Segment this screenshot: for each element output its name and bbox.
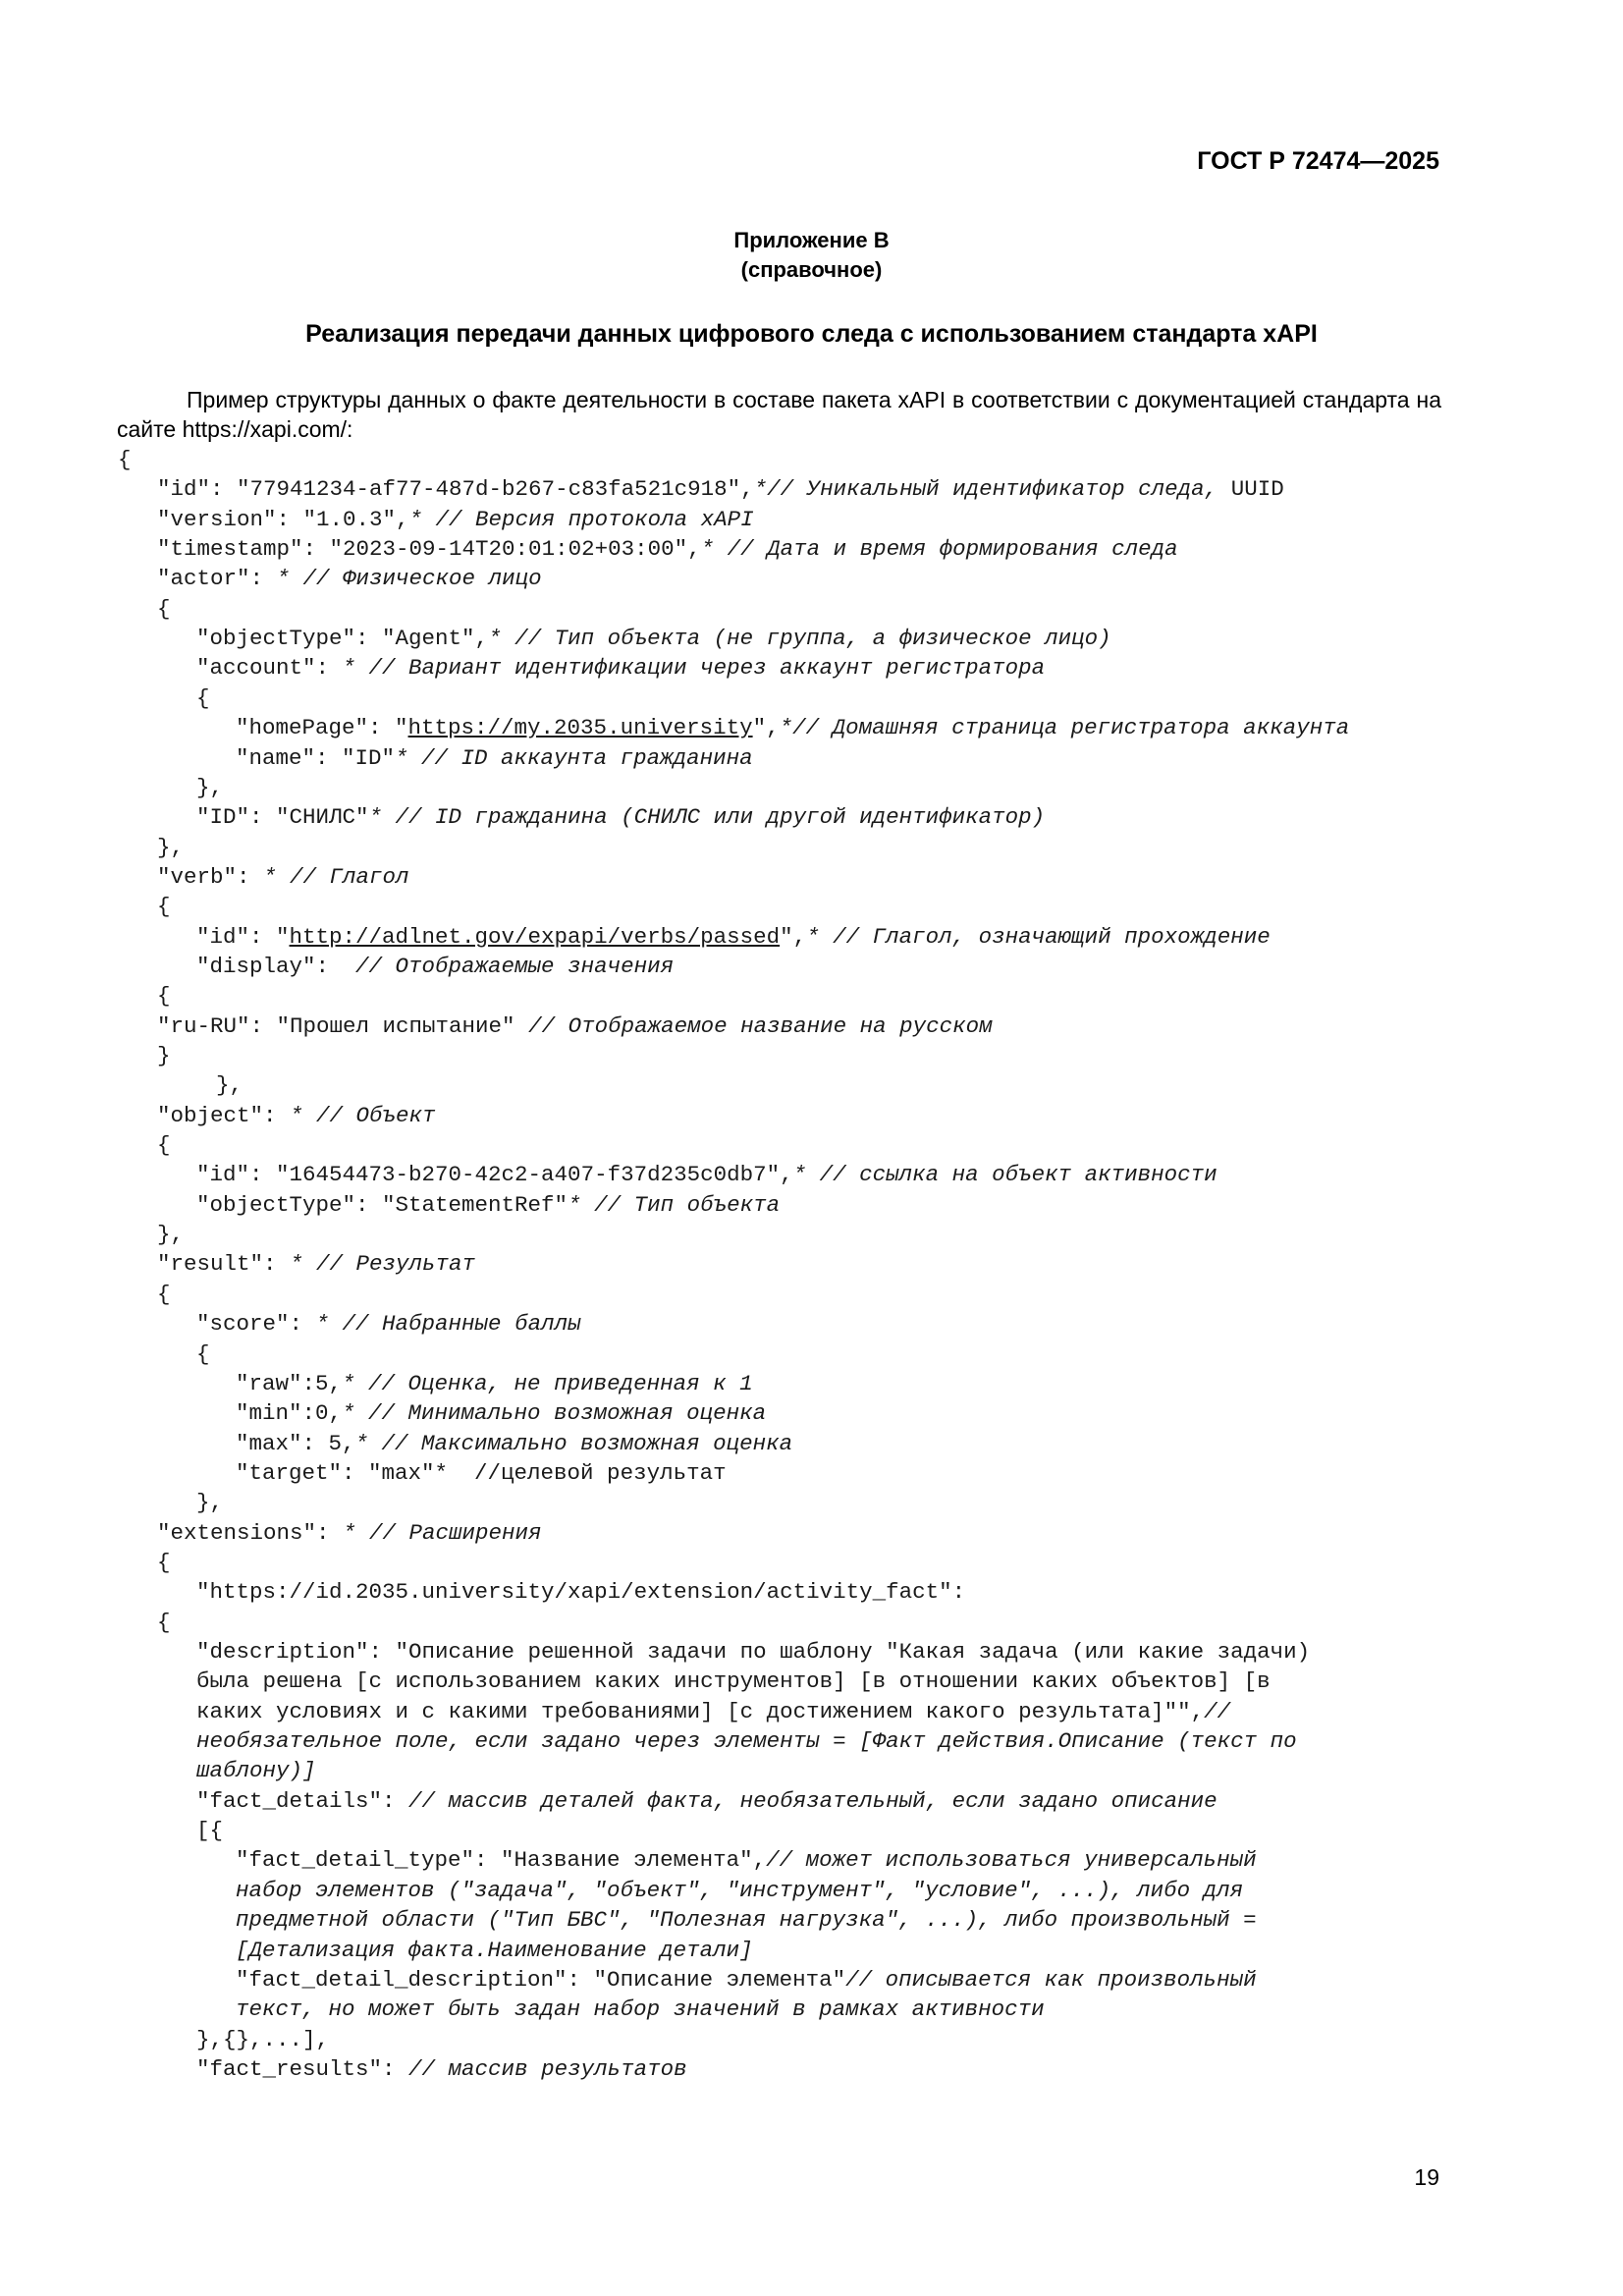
- section-heading: Реализация передачи данных цифрового следа с использованием стандарта xAPI: [305, 320, 1318, 348]
- code-comment: // массив деталей факта, необязательный, если задано описание: [408, 1788, 1217, 1814]
- code-line: [196, 2025, 329, 2054]
- code-line: [196, 922, 1271, 952]
- code-line: [157, 833, 184, 862]
- code-line: [157, 1220, 184, 1249]
- code-line: [157, 594, 171, 624]
- code-comment: * // Набранные баллы: [315, 1311, 581, 1337]
- code-text: "verb":: [157, 864, 264, 890]
- code-comment: * // Вариант идентификации через аккаунт регистратора: [342, 655, 1046, 681]
- code-text: },: [157, 835, 185, 860]
- code-line: [118, 445, 132, 474]
- code-text: "name": "ID": [236, 745, 396, 771]
- code-comment: * // Оценка, не приведенная к 1: [342, 1371, 753, 1396]
- code-line: [196, 2054, 687, 2084]
- code-comment: * // Максимально возможная оценка: [354, 1431, 793, 1456]
- code-comment: * // Объект: [290, 1103, 436, 1128]
- code-comment: [Детализация факта.Наименование детали]: [236, 1938, 753, 1963]
- code-line: [157, 1011, 993, 1041]
- code-line: [236, 1905, 1257, 1935]
- code-link[interactable]: https://my.2035.university: [407, 715, 753, 740]
- code-line: [157, 981, 171, 1011]
- code-text: {: [157, 1282, 171, 1307]
- code-line: [196, 1160, 1217, 1189]
- code-text: "objectType": "Agent",: [196, 626, 489, 651]
- code-comment: * // Минимально возможная оценка: [342, 1400, 767, 1426]
- code-text: "ID": "СНИЛС": [196, 804, 369, 830]
- code-comment: * // ID гражданина (СНИЛС или другой идентификатор): [368, 804, 1046, 830]
- code-line: [196, 1190, 780, 1220]
- code-text: "actor":: [157, 566, 277, 591]
- code-line: [196, 1726, 1297, 1756]
- code-text: {: [157, 1132, 171, 1158]
- page-number: 19: [1414, 2164, 1439, 2190]
- code-link[interactable]: http://adlnet.gov/expapi/verbs/passed: [289, 924, 781, 950]
- code-line: [157, 1101, 436, 1130]
- code-text: "fact_results":: [196, 2056, 409, 2082]
- code-text: "objectType": "StatementRef": [196, 1192, 568, 1218]
- code-line: [196, 624, 1111, 653]
- code-text: },: [216, 1072, 243, 1098]
- code-text: каких условиях и с какими требованиями] [с достижением какого результата]"",: [196, 1699, 1205, 1724]
- code-line: [236, 1936, 753, 1965]
- code-comment: // описывается как произвольный: [845, 1967, 1257, 1993]
- code-line: [216, 1070, 243, 1100]
- code-text: },: [157, 1222, 185, 1247]
- code-line: [157, 474, 1284, 504]
- code-text: "fact_details":: [196, 1788, 409, 1814]
- code-text: "id": ": [196, 924, 290, 950]
- code-comment: * // Глагол, означающий прохождение: [806, 924, 1271, 950]
- code-line: [196, 1756, 316, 1785]
- code-text: {: [157, 983, 171, 1009]
- code-text: "min":0,: [236, 1400, 343, 1426]
- code-line: [236, 1369, 753, 1398]
- code-line: [157, 1608, 171, 1637]
- code-comment: * // Результат: [290, 1251, 476, 1277]
- code-line: [196, 653, 1045, 683]
- code-text: "description": "Описание решенной задачи по шаблону "Какая задача (или какие задачи): [196, 1639, 1311, 1665]
- code-line: [157, 534, 1178, 564]
- code-text: "max": 5,: [236, 1431, 355, 1456]
- code-comment: предметной области ("Тип БВС", "Полезная нагрузка", ...), либо произвольный =: [236, 1907, 1257, 1933]
- code-comment: // Отображаемые значения: [355, 954, 675, 979]
- code-text: },: [196, 1490, 224, 1515]
- appendix-title: Приложение В: [733, 228, 890, 252]
- code-text: "display":: [196, 954, 356, 979]
- code-line: [236, 1429, 792, 1458]
- code-text: {: [157, 1610, 171, 1635]
- code-comment: * // Тип объекта (не группа, а физическое лицо): [488, 626, 1111, 651]
- code-line: [236, 1458, 727, 1488]
- code-text: }: [157, 1043, 171, 1068]
- code-comment: * // Расширения: [343, 1520, 542, 1546]
- code-line: [196, 1667, 1271, 1696]
- code-comment: * // Глагол: [263, 864, 409, 890]
- code-line: [196, 1697, 1230, 1726]
- code-text: },: [196, 775, 224, 800]
- code-text: ",: [752, 715, 780, 740]
- code-comment: шаблону)]: [196, 1758, 316, 1783]
- code-line: [157, 564, 542, 593]
- code-line: [196, 1339, 210, 1369]
- code-line: [157, 1280, 171, 1309]
- code-text: "https://id.2035.university/xapi/extension/activity_fact":: [196, 1579, 966, 1605]
- code-comment: // Отображаемое название на русском: [528, 1013, 993, 1039]
- code-comment: * // Версия протокола xAPI: [408, 507, 754, 532]
- code-line: [157, 1249, 475, 1279]
- code-comment: * // Тип объекта: [568, 1192, 781, 1218]
- code-comment: * // ID аккаунта гражданина: [395, 745, 753, 771]
- code-line: [236, 713, 1349, 742]
- code-line: [157, 505, 754, 534]
- code-text: {: [196, 685, 210, 711]
- code-line: [157, 892, 171, 921]
- code-line: [196, 683, 210, 713]
- code-text: "id": "77941234-af77-487d-b267-c83fa521c918",: [157, 476, 754, 502]
- standard-number: ГОСТ Р 72474—2025: [1197, 147, 1439, 175]
- code-comment: *// Домашняя страница регистратора аккаунта: [779, 715, 1350, 740]
- code-text: {: [157, 894, 171, 919]
- code-line: [196, 1816, 223, 1845]
- code-text: "result":: [157, 1251, 291, 1277]
- code-text: "ru-RU": "Прошел испытание": [157, 1013, 529, 1039]
- code-comment: *// Уникальный идентификатор следа,: [753, 476, 1231, 502]
- code-text: "fact_detail_type": "Название элемента",: [236, 1847, 767, 1873]
- code-line: [196, 1577, 965, 1607]
- code-line: [236, 1995, 1045, 2024]
- code-text: "score":: [196, 1311, 316, 1337]
- code-line: [236, 1876, 1243, 1905]
- code-comment: //: [1204, 1699, 1231, 1724]
- code-text: "version": "1.0.3",: [157, 507, 409, 532]
- code-text: [{: [196, 1818, 224, 1843]
- code-line: [157, 1041, 171, 1070]
- code-line: [196, 1488, 223, 1517]
- code-line: [196, 773, 223, 802]
- code-line: [157, 1130, 171, 1160]
- code-text: "id": "16454473-b270-42c2-a407-f37d235c0db7",: [196, 1162, 793, 1187]
- code-text: UUID: [1230, 476, 1284, 502]
- code-comment: набор элементов ("задача", "объект", "инструмент", "условие", ...), либо для: [236, 1878, 1244, 1903]
- code-text: "fact_detail_description": "Описание элемента": [236, 1967, 846, 1993]
- code-comment: // может использоваться универсальный: [766, 1847, 1257, 1873]
- code-text: {: [157, 596, 171, 622]
- code-text: ",: [780, 924, 807, 950]
- code-line: [157, 862, 409, 892]
- code-line: [196, 1637, 1310, 1667]
- code-text: "object":: [157, 1103, 291, 1128]
- code-text: "homePage": ": [236, 715, 408, 740]
- code-line: [196, 952, 674, 981]
- appendix-subtitle: (справочное): [740, 257, 883, 282]
- code-comment: * // ссылка на объект активности: [792, 1162, 1217, 1187]
- code-text: была решена [с использованием каких инструментов] [в отношении каких объектов] [в: [196, 1668, 1271, 1694]
- code-comment: текст, но может быть задан набор значений в рамках активности: [236, 1996, 1045, 2022]
- code-line: [196, 1309, 581, 1339]
- code-line: [196, 1786, 1217, 1816]
- code-line: [157, 1518, 542, 1548]
- code-text: "target": "max"* //целевой результат: [236, 1460, 727, 1486]
- code-line: [236, 743, 753, 773]
- code-text: {: [157, 1550, 171, 1575]
- code-line: [236, 1965, 1257, 1995]
- code-text: {: [118, 447, 132, 472]
- code-text: {: [196, 1341, 210, 1367]
- code-comment: * // Дата и время формирования следа: [700, 536, 1178, 562]
- code-comment: // массив результатов: [408, 2056, 687, 2082]
- intro-paragraph: Пример структуры данных о факте деятельности в составе пакета xAPI в соответствии с документацией стандарта на сайте https://xapi.com/:: [117, 387, 1441, 442]
- code-text: "account":: [196, 655, 343, 681]
- code-text: "timestamp": "2023-09-14T20:01:02+03:00",: [157, 536, 701, 562]
- code-comment: необязательное поле, если задано через элементы = [Факт действия.Описание (текст по: [196, 1728, 1297, 1754]
- code-line: [236, 1845, 1257, 1875]
- code-text: "raw":5,: [236, 1371, 343, 1396]
- code-comment: * // Физическое лицо: [276, 566, 542, 591]
- code-text: "extensions":: [157, 1520, 344, 1546]
- code-line: [157, 1548, 171, 1577]
- code-line: [196, 802, 1045, 832]
- code-line: [236, 1398, 766, 1428]
- code-text: },{},...],: [196, 2027, 330, 2052]
